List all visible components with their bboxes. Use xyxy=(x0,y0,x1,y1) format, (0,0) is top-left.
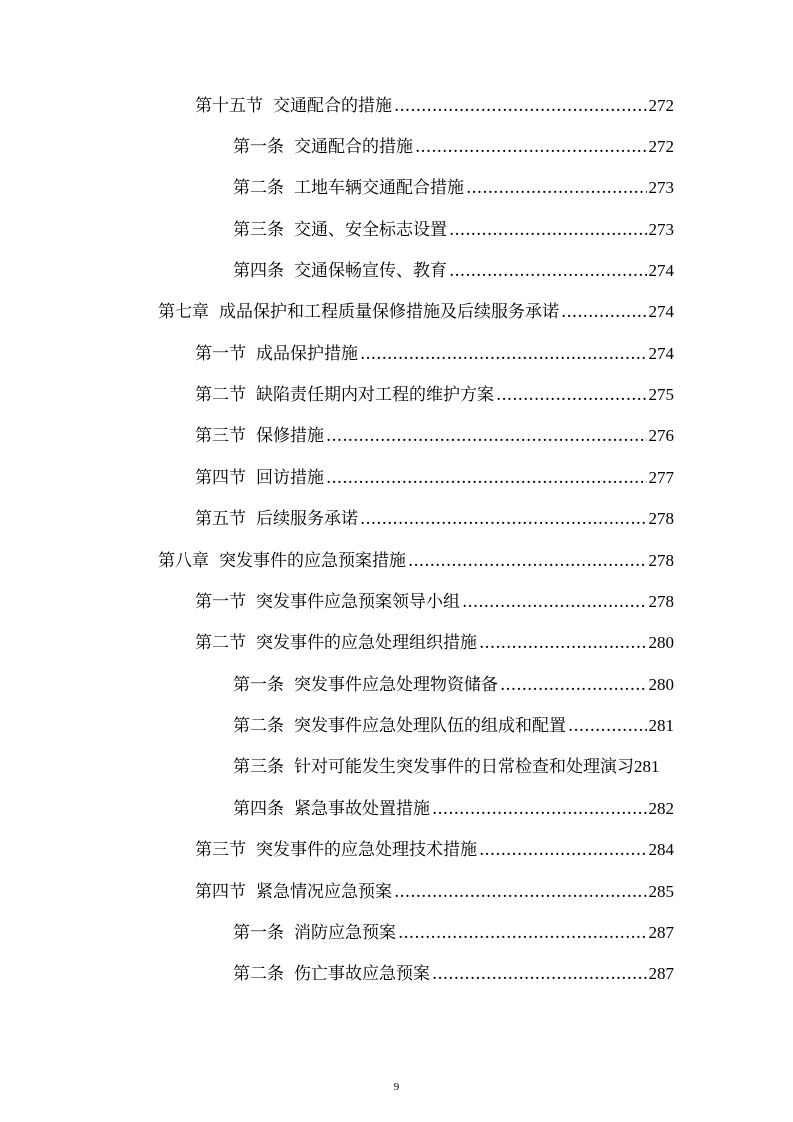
toc-entry[interactable] xyxy=(233,132,674,162)
toc-entry[interactable] xyxy=(233,256,674,286)
toc-entry[interactable] xyxy=(233,173,674,203)
toc-entry[interactable] xyxy=(195,463,674,493)
dot-leader xyxy=(394,91,647,121)
toc-entry[interactable] xyxy=(158,546,674,576)
entry-number: 第三条 xyxy=(233,220,284,240)
entry-title: 针对可能发生突发事件的日常检查和处理演习 xyxy=(294,757,634,777)
entry-page-number: 280 xyxy=(648,675,674,694)
entry-page-number: 274 xyxy=(648,261,674,280)
dot-leader xyxy=(415,132,647,162)
dot-leader xyxy=(394,877,647,907)
entry-page-number: 278 xyxy=(648,551,674,570)
entry-title: 消防应急预案 xyxy=(294,923,396,943)
dot-leader xyxy=(466,173,647,203)
dot-leader xyxy=(326,463,647,493)
entry-number: 第一节 xyxy=(195,592,246,612)
dot-leader xyxy=(326,421,647,451)
entry-page-number: 276 xyxy=(648,426,674,445)
entry-title: 突发事件的应急处理技术措施 xyxy=(256,840,477,860)
dot-leader xyxy=(500,670,647,700)
entry-title: 工地车辆交通配合措施 xyxy=(294,178,464,198)
entry-title: 交通保畅宣传、教育 xyxy=(294,261,447,281)
toc-entry[interactable] xyxy=(195,587,674,617)
entry-title: 突发事件的应急处理组织措施 xyxy=(256,633,477,653)
entry-title: 突发事件应急预案领导小组 xyxy=(256,592,460,612)
entry-title: 回访措施 xyxy=(256,468,324,488)
entry-number: 第八章 xyxy=(158,551,209,571)
toc-entry[interactable] xyxy=(195,628,674,658)
dot-leader xyxy=(432,959,647,989)
entry-title: 缺陷责任期内对工程的维护方案 xyxy=(256,385,494,405)
dot-leader xyxy=(360,339,647,369)
entry-page-number: 272 xyxy=(648,137,674,156)
entry-number: 第一条 xyxy=(233,675,284,695)
entry-title: 突发事件的应急预案措施 xyxy=(219,551,406,571)
dot-leader xyxy=(432,794,647,824)
entry-title: 保修措施 xyxy=(256,426,324,446)
entry-page-number: 277 xyxy=(648,468,674,487)
entry-title: 交通、安全标志设置 xyxy=(294,220,447,240)
toc-entry[interactable] xyxy=(195,877,674,907)
entry-page-number: 274 xyxy=(648,302,674,321)
toc-entry[interactable] xyxy=(233,670,674,700)
entry-page-number: 274 xyxy=(648,344,674,363)
dot-leader xyxy=(496,380,647,410)
entry-number: 第一条 xyxy=(233,137,284,157)
entry-page-number: 278 xyxy=(648,509,674,528)
entry-number: 第一条 xyxy=(233,923,284,943)
toc-entry[interactable] xyxy=(195,339,674,369)
entry-number: 第三节 xyxy=(195,840,246,860)
toc-entry[interactable] xyxy=(195,91,674,121)
entry-title: 交通配合的措施 xyxy=(273,96,392,116)
entry-title: 突发事件应急处理队伍的组成和配置 xyxy=(294,716,566,736)
toc-entry[interactable] xyxy=(233,711,674,741)
entry-number: 第三节 xyxy=(195,426,246,446)
toc-entry[interactable] xyxy=(233,752,674,782)
toc-entry[interactable] xyxy=(233,215,674,245)
dot-leader xyxy=(408,546,647,576)
entry-page-number: 273 xyxy=(648,178,674,197)
entry-number: 第二条 xyxy=(233,964,284,984)
entry-title: 伤亡事故应急预案 xyxy=(294,964,430,984)
entry-title: 成品保护措施 xyxy=(256,344,358,364)
entry-title: 成品保护和工程质量保修措施及后续服务承诺 xyxy=(219,302,559,322)
entry-page-number: 287 xyxy=(648,964,674,983)
entry-page-number: 282 xyxy=(648,799,674,818)
toc-entry[interactable] xyxy=(195,421,674,451)
entry-page-number: 272 xyxy=(648,96,674,115)
entry-title: 紧急事故处置措施 xyxy=(294,799,430,819)
entry-number: 第一节 xyxy=(195,344,246,364)
entry-page-number: 273 xyxy=(648,220,674,239)
entry-title: 突发事件应急处理物资储备 xyxy=(294,675,498,695)
dot-leader xyxy=(449,215,647,245)
entry-title: 交通配合的措施 xyxy=(294,137,413,157)
toc-entry[interactable] xyxy=(195,835,674,865)
dot-leader xyxy=(479,628,647,658)
entry-number: 第七章 xyxy=(158,302,209,322)
entry-page-number: 281 xyxy=(634,757,660,776)
entry-page-number: 285 xyxy=(648,882,674,901)
dot-leader xyxy=(568,711,647,741)
entry-title: 紧急情况应急预案 xyxy=(256,882,392,902)
entry-number: 第二条 xyxy=(233,716,284,736)
entry-title: 后续服务承诺 xyxy=(256,509,358,529)
toc-entry[interactable] xyxy=(195,380,674,410)
entry-number: 第二节 xyxy=(195,385,246,405)
entry-number: 第四节 xyxy=(195,882,246,902)
toc-entry[interactable] xyxy=(233,959,674,989)
entry-page-number: 275 xyxy=(648,385,674,404)
toc-entry[interactable] xyxy=(233,794,674,824)
dot-leader xyxy=(360,504,647,534)
entry-number: 第四条 xyxy=(233,261,284,281)
entry-page-number: 281 xyxy=(648,716,674,735)
dot-leader xyxy=(561,297,647,327)
entry-number: 第十五节 xyxy=(195,96,263,116)
dot-leader xyxy=(398,918,647,948)
dot-leader xyxy=(462,587,647,617)
entry-number: 第五节 xyxy=(195,509,246,529)
entry-page-number: 280 xyxy=(648,633,674,652)
entry-number: 第二条 xyxy=(233,178,284,198)
dot-leader xyxy=(449,256,647,286)
entry-page-number: 287 xyxy=(648,923,674,942)
entry-page-number: 284 xyxy=(648,840,674,859)
toc-entry[interactable] xyxy=(158,297,674,327)
dot-leader xyxy=(479,835,647,865)
page-number: 9 xyxy=(393,1081,400,1093)
toc-entry[interactable] xyxy=(195,504,674,534)
toc-entry[interactable] xyxy=(233,918,674,948)
entry-number: 第四节 xyxy=(195,468,246,488)
entry-number: 第二节 xyxy=(195,633,246,653)
entry-number: 第三条 xyxy=(233,757,284,777)
entry-number: 第四条 xyxy=(233,799,284,819)
entry-page-number: 278 xyxy=(648,592,674,611)
